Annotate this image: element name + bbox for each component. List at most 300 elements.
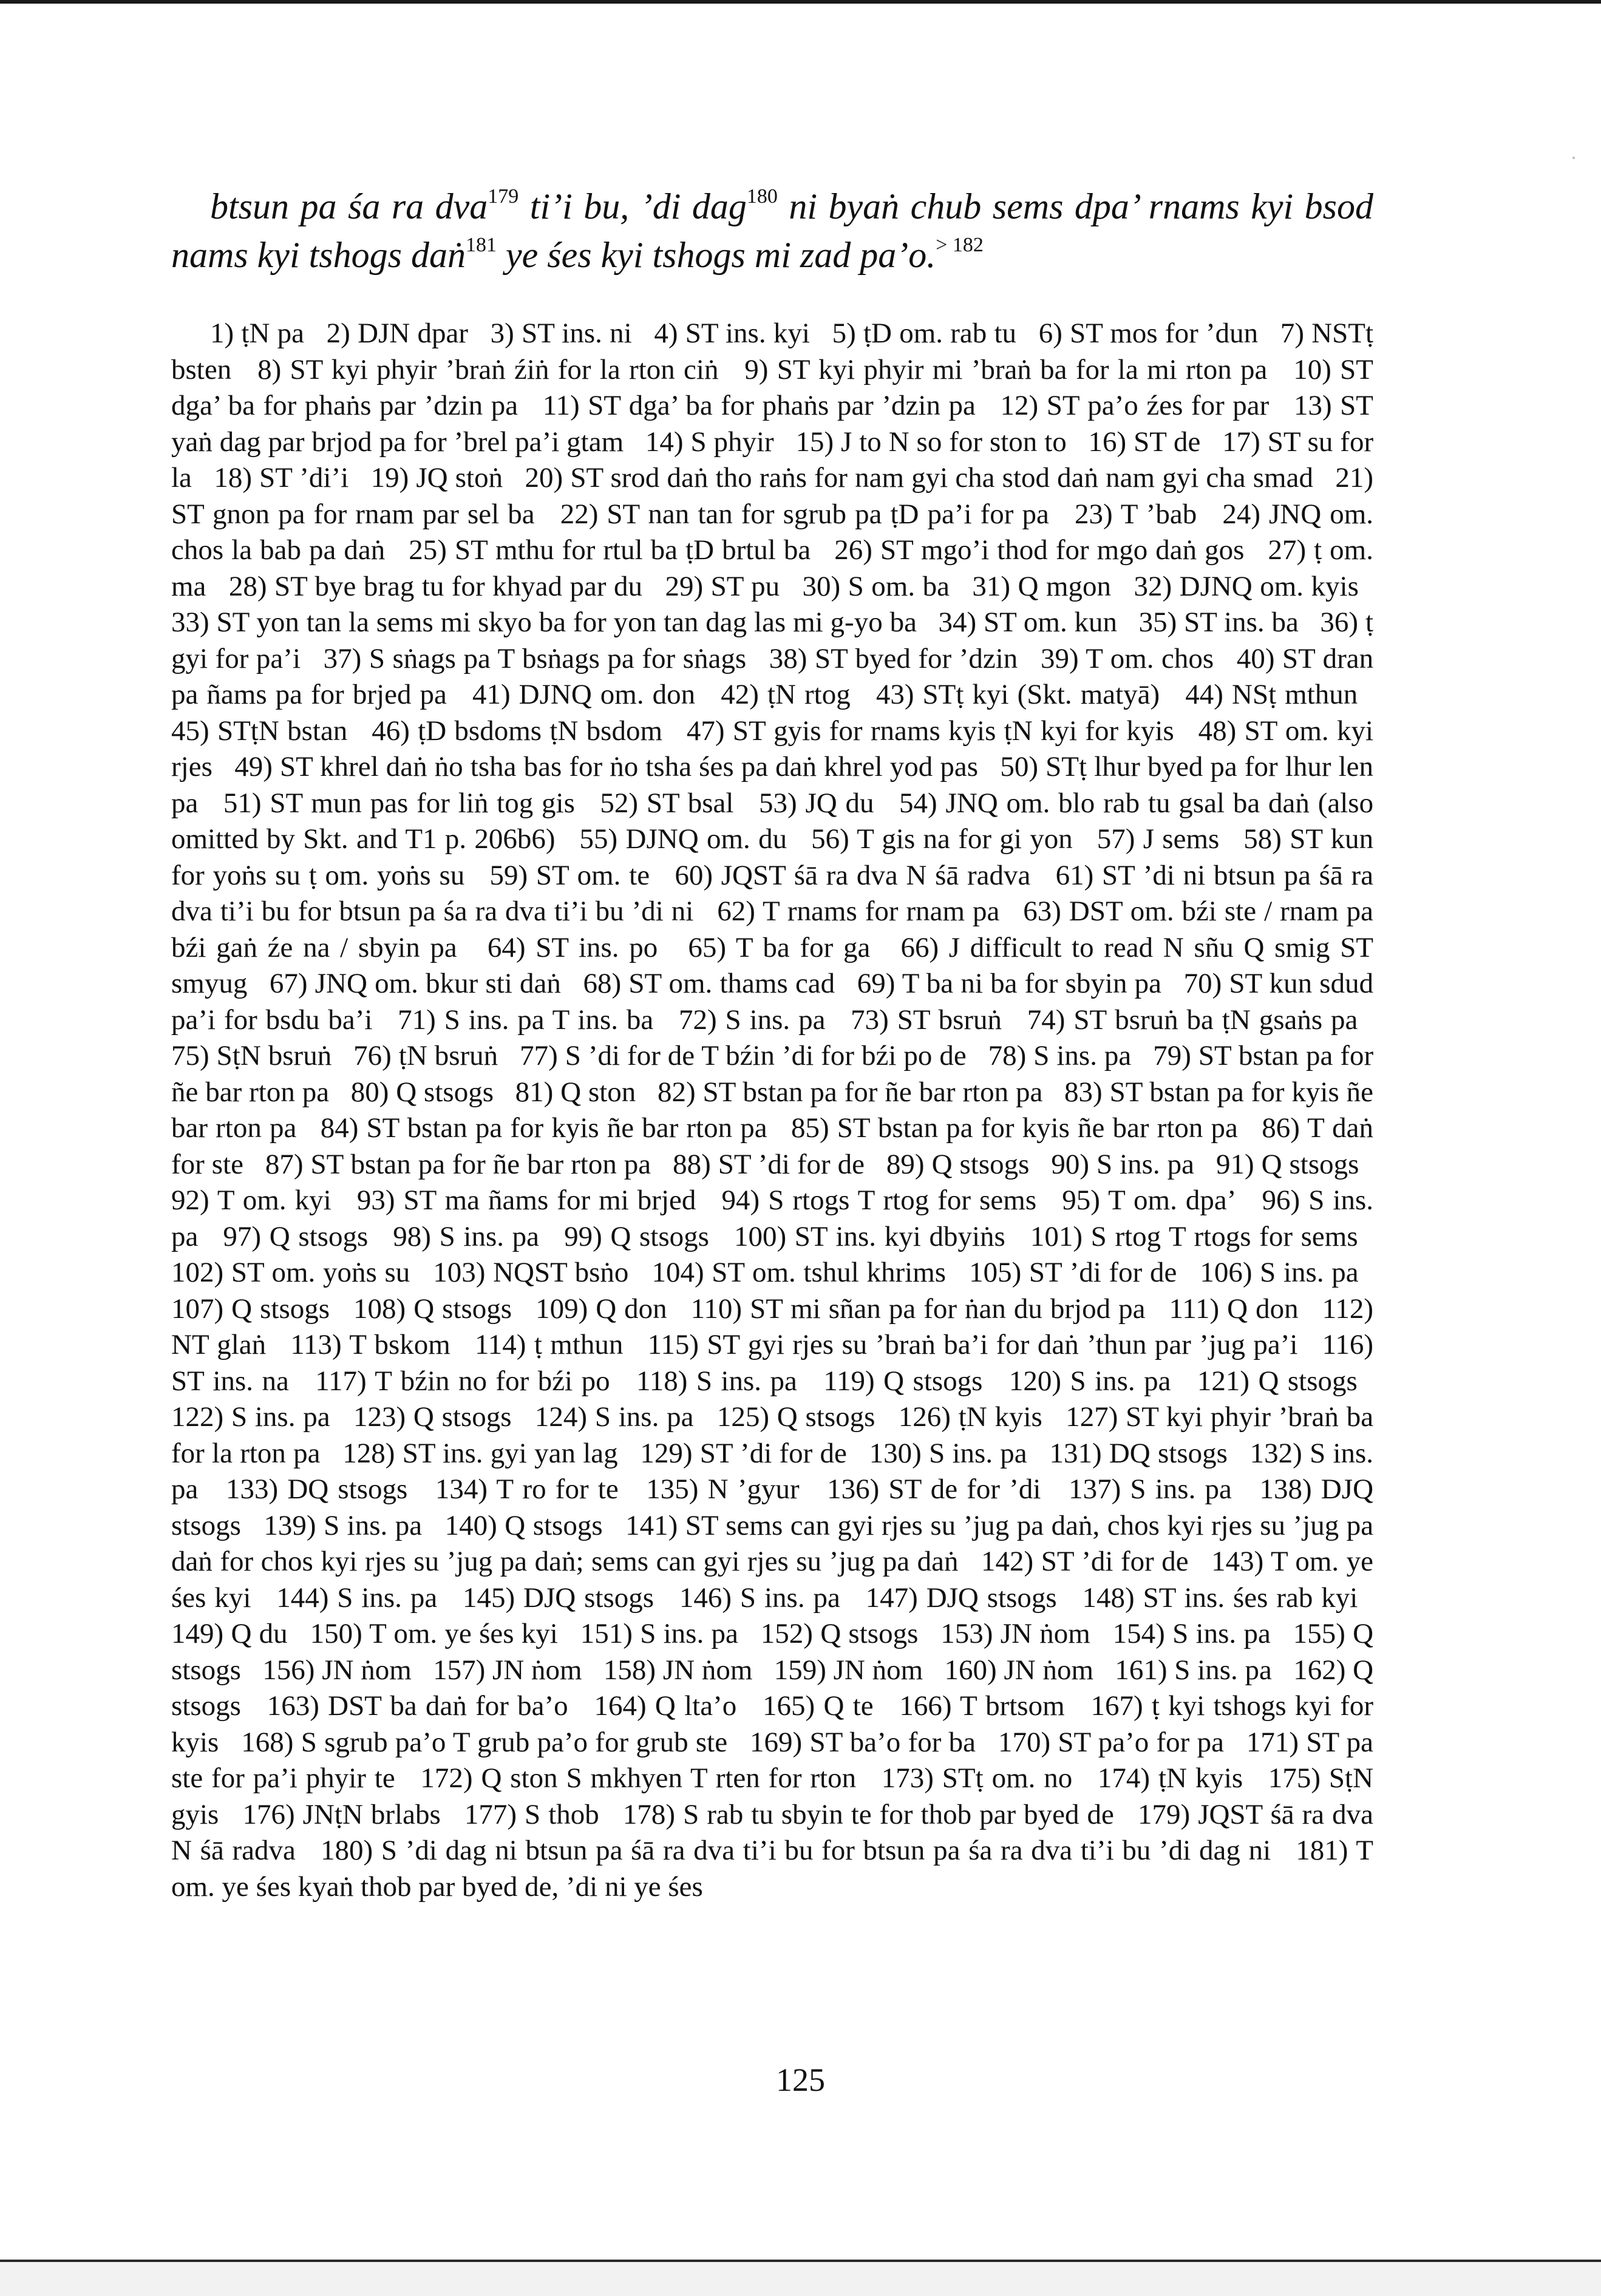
footnote-number: 162) <box>1293 1654 1346 1686</box>
footnote-entry <box>811 823 1073 855</box>
footnote-text: S ins. pa <box>439 1220 540 1252</box>
footnote-text: ṭN pa <box>241 318 304 349</box>
footnote-text: ST de for ’di <box>888 1473 1041 1505</box>
footnote-text: ST mgo’i thod for mgo daṅ gos <box>880 534 1245 566</box>
footnote-text: T om. ye śes kyaṅ thob par byed de, ’di ni ye śes <box>171 1835 1374 1903</box>
footnote-text: Q lta’o <box>654 1690 737 1722</box>
footnote-text: T om. ye śes kyi <box>369 1618 558 1649</box>
footnote-text: ST srod daṅ tho raṅs for nam gyi cha stod daṅ nam gyi cha smad <box>570 462 1313 494</box>
footnote-text: ST ’di for de <box>718 1148 865 1180</box>
footnote-text: S ins. pa <box>171 1184 1374 1252</box>
footnote-number: 58) <box>1243 823 1282 855</box>
footnote-entry <box>769 643 1018 674</box>
footnote-entry <box>171 1618 288 1649</box>
footnote-number: 111) <box>1169 1292 1220 1325</box>
footnote-number: 43) <box>875 679 914 710</box>
scan-edge-top <box>0 0 1601 4</box>
footnote-entry <box>795 426 1066 458</box>
footnote-number: 117) <box>315 1365 367 1397</box>
footnote-number: 141) <box>625 1509 678 1541</box>
footnote-entry <box>899 1690 1064 1722</box>
footnote-entry <box>372 715 662 747</box>
footnote-entry <box>1197 1365 1358 1397</box>
footnote-number: 8) <box>257 353 282 385</box>
footnote-text: J to N so for ston to <box>841 426 1067 458</box>
footnote-entry <box>1200 1257 1358 1288</box>
footnote-number: 171) <box>1246 1726 1299 1758</box>
footnote-text: ST pa ste for pa’i phyir te <box>171 1726 1374 1794</box>
footnote-entry <box>353 1040 498 1072</box>
footnote-entry <box>940 1618 1090 1649</box>
footnote-entry <box>242 1799 440 1830</box>
footnote-entry <box>945 1654 1094 1686</box>
footnotes <box>171 316 1373 1905</box>
footnote-text: DJNQ om. kyis <box>1179 570 1359 602</box>
footnote-text: S ins. pa <box>1260 1257 1359 1288</box>
footnote-entry <box>827 1473 1041 1505</box>
footnote-number: 42) <box>721 679 759 710</box>
footnote-text: Q stsogs <box>1261 1148 1359 1180</box>
footnote-number: 165) <box>763 1690 815 1722</box>
footnote-number: 142) <box>981 1546 1034 1577</box>
footnote-text: ST gyi rjes su ’braṅ ba’i for daṅ ’thun par ’jug pa’i <box>707 1329 1298 1360</box>
footnote-number: 14) <box>645 426 684 458</box>
footnote-entry <box>998 1727 1224 1758</box>
footnote-number: 161) <box>1115 1654 1168 1686</box>
footnote-number: 128) <box>342 1437 395 1469</box>
main-text <box>171 182 1373 279</box>
footnote-text: ṭN kyis <box>1158 1762 1243 1794</box>
footnote-entry <box>310 1618 558 1649</box>
footnote-number: 70) <box>1183 968 1222 999</box>
footnote-number: 125) <box>716 1401 769 1433</box>
footnote-entry <box>648 1329 1298 1360</box>
footnote-number: 90) <box>1051 1148 1089 1180</box>
footnote-entry <box>353 1401 512 1433</box>
footnote-number: 26) <box>834 534 872 566</box>
footnote-entry <box>654 318 810 349</box>
footnote-number: 56) <box>811 823 849 855</box>
footnote-text: S ins. pa <box>171 1437 1374 1505</box>
main-text-segment-2: ti’i bu, ’di dag <box>518 186 747 226</box>
footnote-entry <box>267 1690 568 1722</box>
footnote-number: 81) <box>515 1076 554 1108</box>
footnote-entry <box>543 390 976 421</box>
footnote-number: 169) <box>749 1726 803 1758</box>
footnote-text: ST yon tan la sems mi skyo ba for yon tan dag las mi g-yo ba <box>216 606 917 638</box>
footnote-text: DST om. bźi ste / rnam pa bźi gaṅ źe na / sbyin pa <box>171 895 1374 963</box>
footnote-text: STṭ kyi (Skt. matyā) <box>922 679 1160 710</box>
footnote-entry <box>791 1112 1238 1144</box>
footnote-number: 94) <box>721 1184 760 1216</box>
footnote-entry <box>691 1293 1146 1325</box>
footnote-text: ST om. kun <box>984 606 1118 638</box>
footnote-text: ST bstan pa for kyis ñe bar rton pa <box>837 1112 1238 1144</box>
footnote-ref-182: > 182 <box>936 234 984 256</box>
footnote-entry <box>717 895 999 927</box>
footnote-entry <box>1097 823 1220 855</box>
footnote-entry <box>583 968 835 999</box>
footnote-number: 52) <box>600 787 639 819</box>
footnote-number: 49) <box>234 751 273 783</box>
footnote-text: Q stsogs <box>931 1148 1030 1180</box>
footnote-text: Q stsogs <box>231 1292 330 1325</box>
footnote-text: ST byed for ’dzin <box>814 642 1018 674</box>
footnote-text: NSTṭ bsten <box>171 318 1374 385</box>
footnote-entry <box>342 1438 617 1469</box>
footnote-text: Q don <box>1227 1292 1299 1325</box>
footnote-entry <box>679 1582 840 1614</box>
footnote-entry <box>717 1401 875 1433</box>
footnote-number: 11) <box>542 390 580 421</box>
footnote-number: 32) <box>1134 570 1172 602</box>
footnote-entry <box>645 426 774 458</box>
footnote-number: 88) <box>673 1148 711 1180</box>
footnote-text: S ins. pa <box>1033 1040 1132 1072</box>
footnote-number: 160) <box>944 1654 997 1686</box>
footnote-entry <box>876 679 1160 710</box>
footnote-text: Q stsogs <box>777 1401 875 1433</box>
footnote-number: 126) <box>898 1401 951 1433</box>
footnote-entry <box>1139 606 1299 638</box>
footnote-entry <box>969 1257 1177 1288</box>
footnote-text: Q stsogs <box>1258 1365 1358 1397</box>
footnote-text: ṭN rtog <box>767 679 851 710</box>
footnote-number: 178) <box>622 1798 676 1830</box>
footnote-number: 177) <box>464 1798 517 1830</box>
footnote-text: ST ins. po <box>535 931 658 963</box>
footnote-text: ṭ mthun <box>534 1329 624 1360</box>
footnote-entry <box>1216 1149 1359 1180</box>
footnote-entry <box>1030 1221 1358 1252</box>
footnote-number: 99) <box>564 1220 602 1252</box>
footnote-entry <box>857 968 1161 999</box>
footnote-number: 82) <box>657 1076 696 1108</box>
footnote-number: 47) <box>686 715 725 747</box>
footnote-entry <box>851 1004 1002 1036</box>
footnote-text: T om. ye śes kyi <box>171 1546 1374 1614</box>
footnote-text: S ins. pa <box>1096 1148 1195 1180</box>
footnote-text: Q stsogs <box>505 1509 603 1541</box>
footnote-entry <box>1113 1618 1271 1649</box>
footnote-text: NSṭ mthun <box>1232 679 1358 710</box>
footnote-number: 57) <box>1096 823 1135 855</box>
footnote-number: 105) <box>969 1257 1022 1288</box>
footnote-entry <box>832 318 1016 349</box>
footnote-entry <box>276 1582 437 1614</box>
footnote-text: ST ’di’i <box>259 462 349 494</box>
footnote-text: ST su for la <box>171 426 1374 494</box>
page-number: 125 <box>776 2062 825 2098</box>
footnote-text: ST kyi phyir ’braṅ ba for la rton pa <box>171 1401 1374 1469</box>
footnote-text: ST pa’o źes for par <box>1046 390 1270 421</box>
footnote-text: DJQ stsogs <box>171 1473 1374 1541</box>
footnote-number: 145) <box>462 1581 515 1614</box>
footnote-text: S sṅags pa T bsṅags pa for sṅags <box>369 642 747 674</box>
footnote-number: 64) <box>487 931 526 963</box>
footnote-text: T ba ni ba for sbyin pa <box>902 968 1161 999</box>
footnote-number: 4) <box>654 318 678 349</box>
footnote-number: 122) <box>171 1401 224 1433</box>
footnote-text: Q te <box>823 1690 874 1722</box>
footnote-entry <box>1089 426 1201 458</box>
footnote-entry <box>398 1004 653 1036</box>
footnote-number: 116) <box>1322 1329 1374 1360</box>
footnote-number: 67) <box>269 968 308 999</box>
footnote-text: ST om. kyi rjes <box>171 715 1374 783</box>
footnote-text: JQ stoṅ <box>416 462 503 494</box>
footnote-entry <box>1134 571 1358 602</box>
footnote-text: ST gnon pa for rnam par sel ba <box>171 498 535 530</box>
footnote-number: 143) <box>1211 1546 1264 1577</box>
footnote-text: Q stsogs <box>610 1220 709 1252</box>
footnote-text: ST ’di for de <box>699 1437 847 1469</box>
footnote-number: 180) <box>321 1835 373 1866</box>
footnote-text: ST gyis for rnams kyis ṭN kyi for kyis <box>732 715 1174 747</box>
footnote-entry <box>981 1546 1189 1577</box>
footnote-number: 114) <box>475 1329 526 1360</box>
footnote-number: 157) <box>433 1654 486 1686</box>
footnote-number: 62) <box>717 895 755 927</box>
footnote-number: 77) <box>520 1040 558 1072</box>
footnote-entry <box>263 1510 422 1541</box>
footnote-number: 65) <box>688 931 727 963</box>
footnote-number: 12) <box>1000 390 1039 421</box>
footnote-number: 173) <box>881 1762 934 1794</box>
footnote-entry <box>1009 1365 1171 1397</box>
footnote-entry <box>1062 1184 1236 1216</box>
footnote-entry <box>171 606 917 638</box>
footnote-entry <box>580 823 787 855</box>
footnote-entry <box>1051 1149 1194 1180</box>
footnote-text: Q ston S mkhyen T rten for rton <box>481 1762 857 1794</box>
footnote-entry <box>687 715 1174 747</box>
footnote-entry <box>1098 1762 1243 1794</box>
footnote-entry <box>774 1654 923 1686</box>
footnote-number: 113) <box>290 1329 342 1360</box>
footnote-text: JN ṅom <box>1000 1618 1090 1649</box>
footnote-entry <box>393 1221 539 1252</box>
footnote-number: 152) <box>760 1618 813 1649</box>
footnote-text: ST bsal <box>646 787 734 819</box>
footnote-text: S ins. pa T ins. ba <box>444 1004 654 1036</box>
footnote-entry <box>600 787 733 819</box>
footnote-number: 22) <box>560 498 599 530</box>
footnote-entry <box>834 534 1244 566</box>
footnote-number: 9) <box>744 353 769 385</box>
footnote-number: 1) <box>210 318 234 349</box>
footnote-text: NT glaṅ <box>171 1329 267 1360</box>
footnote-text: ST bstan pa for kyis ñe bar rton pa <box>171 1076 1374 1144</box>
footnote-entry <box>515 1076 636 1108</box>
footnote-text: JNQ om. blo rab tu gsal ba daṅ (also omitted by Skt. and T1 p. 206b6) <box>171 787 1374 855</box>
footnote-text: T om. dpa’ <box>1108 1184 1237 1216</box>
footnote-number: 86) <box>1262 1112 1300 1144</box>
footnote-number: 36) <box>1320 606 1359 638</box>
footnote-number: 147) <box>865 1581 918 1614</box>
footnote-entry <box>525 462 1313 494</box>
footnote-text: SṭN bsruṅ <box>216 1040 332 1072</box>
footnote-number: 110) <box>690 1292 743 1325</box>
footnote-number: 121) <box>1197 1365 1250 1397</box>
footnote-entry <box>321 1835 1271 1866</box>
footnote-text: S ins. pa <box>337 1581 438 1614</box>
footnote-ref-180: 180 <box>746 185 778 208</box>
footnote-number: 39) <box>1040 642 1079 674</box>
footnote-number: 159) <box>773 1654 826 1686</box>
footnote-number: 98) <box>393 1220 431 1252</box>
footnote-number: 79) <box>1153 1040 1191 1072</box>
main-text-segment-4: ye śes kyi tshogs mi zad pa’o. <box>496 235 936 275</box>
footnote-number: 103) <box>433 1257 486 1288</box>
footnote-text: S ins. pa <box>739 1581 840 1614</box>
footnote-text: S ins. pa <box>1172 1618 1271 1649</box>
footnote-number: 164) <box>594 1690 647 1722</box>
footnote-number: 46) <box>372 715 410 747</box>
footnote-entry <box>491 318 632 349</box>
footnote-entry <box>257 354 718 385</box>
footnote-text: ṭ kyi tshogs kyi for kyis <box>171 1690 1374 1758</box>
footnote-text: ST ins. ba <box>1184 606 1299 638</box>
footnote-entry <box>472 679 695 710</box>
footnote-number: 140) <box>444 1509 497 1541</box>
footnote-entry <box>886 1149 1029 1180</box>
footnote-entry <box>882 1762 1073 1794</box>
footnote-number: 83) <box>1064 1076 1103 1108</box>
footnote-text: S rtog T rtogs for sems <box>1090 1220 1358 1252</box>
footnote-text: ST bstan pa for ñe bar rton pa <box>171 1040 1374 1108</box>
footnote-text: T ’bab <box>1120 498 1197 530</box>
footnote-text: S ins. pa <box>324 1509 423 1541</box>
footnote-number: 118) <box>636 1365 688 1397</box>
main-text-segment-1: btsun pa śa ra dva <box>210 186 488 226</box>
footnote-text: S ins. pa <box>1070 1365 1171 1397</box>
footnote-number: 112) <box>1322 1292 1373 1325</box>
footnote-entry <box>520 1040 967 1072</box>
footnote-entry <box>489 860 650 891</box>
footnote-entry <box>640 1438 847 1469</box>
footnote-text: T ro for te <box>496 1473 619 1505</box>
footnote-number: 85) <box>790 1112 829 1144</box>
footnote-text: ST ma ñams for mi brjed <box>403 1184 696 1216</box>
footnote-text: Q stsogs <box>883 1365 983 1397</box>
footnote-text: Q stsogs <box>269 1220 369 1252</box>
footnote-entry <box>651 1257 946 1288</box>
footnote-number: 72) <box>678 1004 717 1036</box>
footnote-entry <box>560 498 1049 530</box>
footnote-entry <box>223 787 575 819</box>
footnote-number: 108) <box>353 1292 406 1325</box>
footnote-number: 17) <box>1222 426 1260 458</box>
footnote-number: 129) <box>640 1437 693 1469</box>
footnote-entry <box>324 643 746 674</box>
scan-speck <box>1572 157 1575 159</box>
footnote-text: ST dga’ ba for phaṅs par ’dzin pa <box>588 390 976 421</box>
footnote-text: Q mgon <box>1018 570 1112 602</box>
footnote-text: T om. chos <box>1086 642 1214 674</box>
footnote-text: JQ du <box>805 787 874 819</box>
footnote-text: DST ba daṅ for ba’o <box>328 1690 568 1722</box>
footnote-number: 119) <box>823 1365 875 1397</box>
footnote-text: J difficult to read N sñu Q smig ST smyug <box>171 931 1374 999</box>
footnote-text: JQST śā ra dva N śā radva <box>721 859 1031 891</box>
footnote-number: 3) <box>490 318 514 349</box>
footnote-number: 146) <box>679 1581 732 1614</box>
footnote-number: 167) <box>1090 1690 1143 1722</box>
footnote-text: DQ stsogs <box>287 1473 408 1505</box>
footnote-text: DQ stsogs <box>1109 1437 1228 1469</box>
footnote-text: S om. ba <box>848 570 950 602</box>
footnote-text: S ins. pa <box>1174 1654 1272 1686</box>
footnote-number: 23) <box>1074 498 1113 530</box>
footnote-text: S ins. pa <box>725 1004 826 1036</box>
footnote-text: Q stsogs <box>413 1401 512 1433</box>
footnote-entry <box>433 1654 582 1686</box>
footnote-entry <box>869 1438 1027 1469</box>
footnote-number: 91) <box>1215 1148 1254 1180</box>
footnote-number: 115) <box>647 1329 699 1360</box>
footnote-number: 92) <box>171 1184 209 1216</box>
footnote-text: ST bstan pa for ñe bar rton pa <box>702 1076 1043 1108</box>
footnote-entry <box>535 1293 667 1325</box>
footnote-text: ST pu <box>710 570 780 602</box>
footnote-text: Q stsogs <box>171 1618 1374 1686</box>
footnote-text: ṭN bsruṅ <box>398 1040 498 1072</box>
footnote-number: 158) <box>603 1654 656 1686</box>
footnote-entry <box>646 1473 799 1505</box>
footnote-text: ST ’di for de <box>1028 1257 1177 1288</box>
footnote-text: ST yaṅ dag par brjod pa for ’brel pa’i gtam <box>171 390 1374 458</box>
footnote-number: 6) <box>1038 318 1062 349</box>
footnote-entry <box>223 1221 368 1252</box>
footnote-entry <box>1069 1473 1232 1505</box>
footnote-number: 155) <box>1293 1618 1345 1649</box>
footnote-text: T rnams for rnam pa <box>763 895 1000 927</box>
footnote-number: 30) <box>802 570 841 602</box>
footnote-text: T daṅ for ste <box>171 1112 1373 1180</box>
footnote-text: ST bstan pa for ñe bar rton pa <box>310 1148 651 1180</box>
footnote-number: 25) <box>409 534 447 566</box>
footnote-entry <box>210 318 304 349</box>
footnote-text: Q stsogs <box>413 1292 512 1325</box>
footnote-number: 10) <box>1293 353 1331 385</box>
footnote-entry <box>1115 1654 1272 1686</box>
footnote-entry <box>327 318 468 349</box>
footnote-entry <box>675 860 1030 891</box>
footnote-number: 100) <box>733 1220 787 1252</box>
footnote-text: JQST śā ra dva N śā radva <box>171 1798 1374 1866</box>
footnote-entry <box>265 1149 651 1180</box>
footnote-number: 29) <box>665 570 704 602</box>
footnote-number: 44) <box>1185 679 1223 710</box>
footnote-entry <box>435 1473 619 1505</box>
footnote-entry <box>241 1727 727 1758</box>
footnote-number: 59) <box>489 859 528 891</box>
footnote-entry <box>1049 1438 1227 1469</box>
footnote-number: 51) <box>223 787 262 819</box>
footnote-entry <box>270 968 561 999</box>
footnote-number: 80) <box>350 1076 389 1108</box>
footnote-text: T gis na for gi yon <box>857 823 1073 855</box>
footnote-number: 18) <box>214 462 252 494</box>
footnote-text: ST dga’ ba for phaṅs par ’dzin pa <box>171 353 1373 421</box>
footnote-text: S ins. pa <box>1130 1473 1232 1505</box>
footnote-entry <box>463 1582 654 1614</box>
footnote-number: 137) <box>1069 1473 1121 1505</box>
footnote-text: ST om. thams cad <box>628 968 835 999</box>
footnote-entry <box>351 1076 494 1108</box>
footnote-text: S sgrub pa’o T grub pa’o for grub ste <box>301 1726 728 1758</box>
